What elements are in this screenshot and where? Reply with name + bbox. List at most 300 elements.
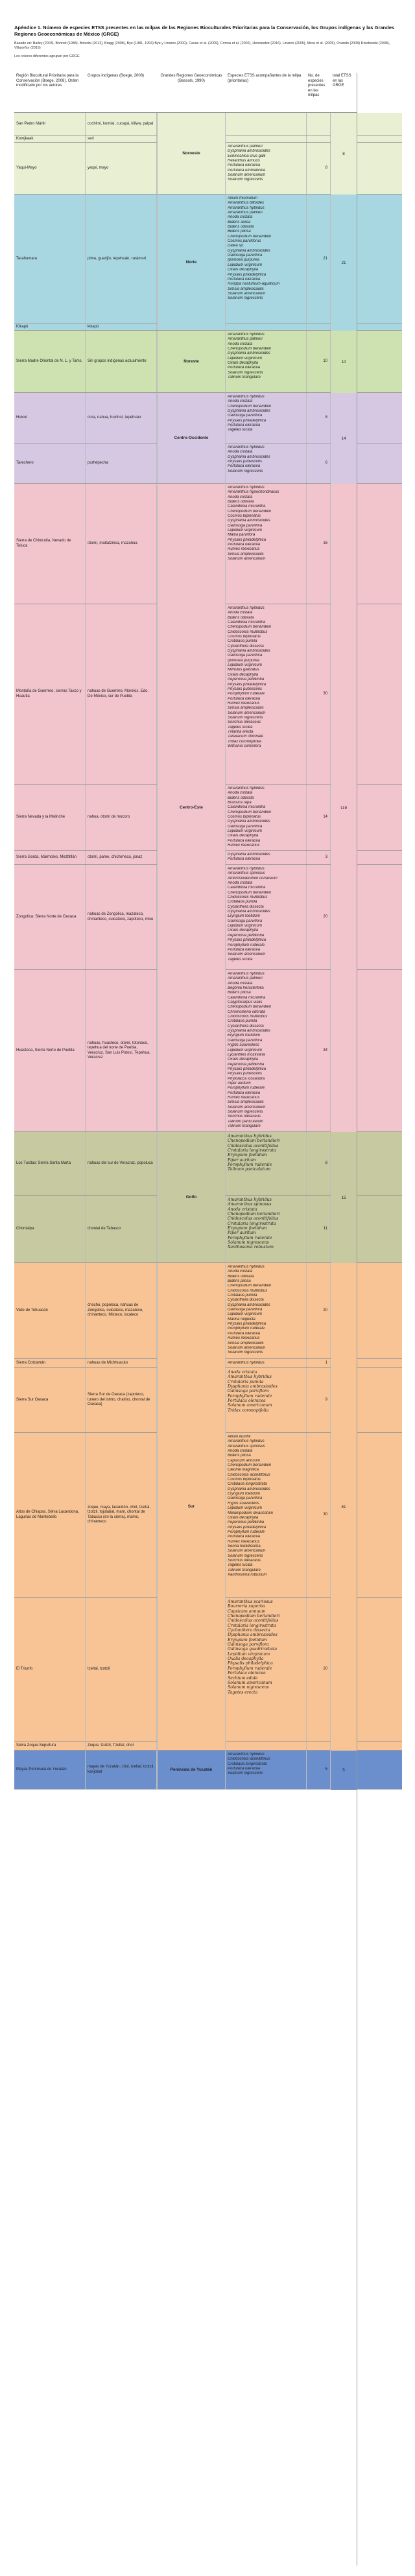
species-name: Anoda cristata	[228, 1449, 253, 1454]
species-name: Dysphania ambrosioides	[228, 248, 270, 253]
species-name: Solanum nigrescens	[228, 296, 263, 301]
species-name: Porophyllum ruderale	[228, 1235, 272, 1240]
species-name: Amaranthus blitoides	[228, 201, 265, 206]
species-name: Dysphania ambrosioides	[228, 1029, 270, 1034]
species-name: Bidens pilosa	[228, 991, 251, 995]
species-name: Porophyllum ruderale	[228, 1327, 265, 1331]
region-name: Tarahumara	[14, 195, 86, 324]
species-name: Sonchus oleraceus	[228, 1115, 261, 1119]
species-list	[226, 1132, 306, 1195]
species-name: Physalis philadelphica	[228, 1525, 267, 1530]
species-name: Simsia amplexicaulis	[228, 552, 264, 556]
species-name: Amaranthus palmeri	[228, 337, 263, 342]
species-name: Solanum americanum	[228, 711, 266, 715]
species-name: Tridax coronopifolia	[228, 739, 261, 744]
species-name: Galinsoga parviflora	[228, 654, 263, 658]
species-count: 16	[306, 484, 331, 604]
species-name: Amaranthus hybridus	[228, 486, 265, 490]
species-name: Tagetes lucida	[228, 1563, 253, 1568]
species-name: Lepidium virginicum	[228, 1651, 270, 1657]
zone-label: Norte	[157, 195, 226, 331]
species-name: Eryngium foetidum	[228, 1226, 267, 1231]
species-name: Talinum triangulare	[228, 375, 261, 380]
species-name: Physalis philadelphica	[228, 1067, 267, 1071]
species-name: Bidens odorata	[228, 615, 254, 620]
species-name: Amaranthus hybridus	[228, 333, 265, 337]
species-count: 8	[306, 393, 331, 443]
species-list	[226, 1742, 306, 1750]
region-name: Huicot	[14, 393, 86, 443]
species-name: Bidens odorata	[228, 796, 254, 800]
species-list	[226, 1196, 306, 1262]
indigenous-groups: pima, guarijío, tepehuán, rarámuri	[86, 195, 157, 324]
species-name: Talinum paniculatum	[228, 1167, 271, 1172]
species-name: Oxalis decaphylla	[228, 1058, 259, 1062]
species-name: Amaranthus palmeri	[228, 145, 263, 148]
indigenous-groups: otomí, matlatzinca, mazahua	[86, 484, 157, 604]
species-name: Physalis philadelphica	[228, 538, 267, 542]
species-name: Galinsoga parviflora	[228, 1389, 269, 1394]
species-name: Galinsoga parviflora	[228, 919, 263, 923]
species-name: Dysphania ambrosioides	[228, 1384, 278, 1389]
species-count: 8	[306, 143, 331, 194]
region-name: Sierra Madre Oriental de N. L. y Tams.	[14, 331, 86, 392]
species-count: 21	[306, 195, 331, 324]
species-name: Talinum triangulare	[228, 1124, 261, 1128]
species-name: Simsia amplexicaulis	[228, 706, 264, 711]
species-name: Crotalaria pumila	[228, 900, 257, 904]
species-count: 14	[306, 785, 331, 850]
species-list	[226, 393, 306, 443]
region-name: Zongolica: Sierra Norte de Oaxaca	[14, 865, 86, 969]
species-name: Brassica rapa	[228, 801, 252, 805]
species-name: Solanum nigrescens	[228, 1685, 269, 1690]
sources-note: Basado en: Bailey (2003), Bonnet (1988), Boturini (2013), Bragg (2008), Bye (1981, 1993) Bye y Linares (2000), Casas et al. (2009), Correa et al. (2002), Hernández (2016), Linares (2005), Mera et al. (2005), Ovando (2008) Rzedowski (2008), Villaseñor (2016)	[14, 41, 390, 50]
species-name: Senna foetidissima	[228, 1544, 261, 1548]
species-name: Anoda cristata	[228, 215, 253, 220]
species-name: Peperomia peltilimba	[228, 1062, 265, 1067]
indigenous-groups: tzeltal, tzotzil	[86, 1598, 157, 1741]
species-name: Portulaca oleracea	[228, 1091, 261, 1095]
species-name: Crotalaria longirostrata	[228, 1148, 276, 1153]
species-name: Portulaca oleracea	[228, 163, 261, 168]
species-name: Rumex mexicanus	[228, 1336, 260, 1341]
species-name: Portulaca oleracea	[228, 366, 261, 370]
species-name: Solanum nigrescens	[228, 178, 263, 182]
species-name: Oxalis decaphylla	[228, 834, 259, 838]
species-count	[306, 136, 331, 142]
species-name: Hyptis suaveolens	[228, 1043, 259, 1048]
species-name: Galinsoga parviflora	[228, 824, 263, 829]
species-count: 20	[306, 1263, 331, 1358]
species-name: Dysphania ambrosioides	[228, 1487, 270, 1491]
species-name: Solanum nigrescens	[228, 469, 263, 473]
species-name: Crotalaria pumila	[228, 1294, 257, 1298]
region-name: Sierra Cotzamán	[14, 1359, 86, 1367]
zone-total: 81	[331, 1263, 357, 1751]
region-name: Komjkaak	[14, 136, 86, 142]
region-name: Sierra Gorda, Mármoles, Mezttitlán	[14, 851, 86, 864]
species-name: Physalis philadelphica	[228, 938, 267, 943]
species-name: Portulaca umbraticola	[228, 168, 266, 172]
species-name: Amaranthus hybridus	[228, 206, 265, 210]
species-name: Solanum nigrescens	[228, 1771, 263, 1776]
zone-total: 15	[331, 1132, 357, 1264]
species-name: Portulaca oleracea	[228, 464, 261, 469]
species-name: Dysphania ambrosioides	[228, 149, 270, 154]
zone-label: Golfo	[157, 1132, 226, 1263]
species-name: Lepidium virginicum	[228, 528, 263, 533]
species-list	[226, 484, 306, 604]
species-name: Amaranthus hybridus	[228, 1265, 265, 1269]
species-name: Piper auritum	[228, 1157, 256, 1163]
zone-total: 5	[331, 1751, 357, 1790]
species-list	[226, 324, 306, 330]
species-name: Chenopodium berlandieri	[228, 1005, 272, 1010]
species-name: Lepidium virginicum	[228, 356, 263, 360]
species-name: Oxalis decaphylla	[228, 672, 259, 677]
species-name: Rumex mexicanus	[228, 547, 260, 552]
species-name: Porophyllum ruderale	[228, 1086, 265, 1091]
species-name: Bourreria superba	[228, 1604, 265, 1609]
species-list	[226, 1433, 306, 1597]
zone-total: 10	[331, 331, 357, 394]
species-name: Amaranthus hybridus	[228, 867, 265, 871]
species-list	[226, 195, 306, 324]
zone-total: 119	[331, 484, 357, 1133]
species-name: Solanum americanum	[228, 1680, 272, 1685]
species-name: Oxalis decaphylla	[228, 361, 259, 366]
color-footnote: Los colores diferentes agrupan por GRGE	[14, 54, 80, 58]
species-name: Xanthosoma robustum	[228, 1245, 274, 1250]
species-name: Bidens pilosa	[228, 230, 251, 234]
species-name: Eryngium foetidum	[228, 1153, 267, 1158]
species-name: Crotalaria longirostrata	[228, 1623, 276, 1628]
species-name: Chenopodium berlandieri	[228, 509, 272, 514]
species-name: Portulaca oleracea	[228, 1671, 266, 1676]
species-name: Sechium edule	[228, 1675, 258, 1681]
species-name: Chenopodium berlandieri	[228, 810, 272, 814]
species-name: Allium kunthii	[228, 1435, 251, 1439]
species-name: Anoda cristata	[228, 399, 253, 404]
species-count: 11	[306, 1196, 331, 1262]
species-name: Peperomia peltilimba	[228, 933, 265, 938]
region-name: Chontalpa	[14, 1196, 86, 1262]
species-name: Crotalaria longirostrata	[228, 1482, 267, 1487]
region-name: San Pedro Mártir	[14, 113, 86, 136]
indigenous-groups: nahuas, huasteco, otomí, totonaco, tepehua del norte de Puebla, Veracruz, San Luis Potosí, Tepehua, Veracruz	[86, 970, 157, 1131]
species-name: Marina neglecta	[228, 1317, 255, 1321]
zone-total: 14	[331, 393, 357, 484]
species-name: Crotalaria longirostrata	[228, 1221, 276, 1226]
species-name: Lepidium virginicum	[228, 829, 263, 834]
species-name: Dysphania ambrosioides	[228, 853, 270, 857]
species-name: Porophyllum ruderale	[228, 1530, 265, 1534]
species-count: 30	[306, 1433, 331, 1597]
species-name: Tagetes lucida	[228, 957, 253, 962]
species-name: Tridax coronopifolia	[228, 1408, 269, 1413]
species-name: Amaranthus hybridus	[228, 1361, 265, 1365]
zone-label: Península de Yucatán	[157, 1751, 226, 1790]
species-name: Peperomia peltilimba	[228, 1520, 265, 1525]
species-name: Amaranthus spinosus	[228, 871, 265, 876]
species-count: 20	[306, 1598, 331, 1741]
species-name: Anoda cristata	[228, 981, 253, 986]
indigenous-groups: Sierra Sur de Oaxaca (zapoteco, tunero del istmo, chatino, chontal de Oaxaca)	[86, 1368, 157, 1432]
species-name: Portulaca oleracea	[228, 1535, 261, 1539]
species-table	[14, 73, 402, 2566]
species-count	[306, 324, 331, 330]
species-list	[226, 970, 306, 1131]
species-name: Cnidoscolus aconitifolius	[228, 1216, 279, 1222]
species-name: Solanum americanum	[228, 952, 266, 957]
species-name: Bidens odorata	[228, 225, 254, 230]
species-list	[226, 865, 306, 969]
species-count: 3	[306, 851, 331, 864]
species-name: Physalis philadelphica	[228, 1322, 267, 1327]
species-list	[226, 113, 306, 136]
species-name: Cyclanthera dissecta	[228, 644, 264, 648]
species-name: Porophyllum ruderale	[228, 1163, 272, 1168]
species-name: Lepidium virginicum	[228, 263, 263, 267]
species-count	[306, 113, 331, 136]
species-name: Taraxacum officinale	[228, 735, 263, 739]
species-name: Cnidoscolus aconitifolius	[228, 1143, 279, 1148]
species-name: Bidens aurea	[228, 220, 251, 224]
species-name: Cleome magnifica	[228, 1468, 259, 1472]
species-name: Bidens odorata	[228, 500, 254, 504]
species-name: Cnidoscolus multilobus	[228, 1015, 268, 1019]
species-name: Calandrinia micrantha	[228, 504, 266, 509]
species-name: Portulaca oleracea	[228, 838, 261, 843]
region-name: Valle de Tehuacán	[14, 1263, 86, 1358]
species-list	[226, 136, 306, 142]
species-name: Galinsoga parviflora	[228, 523, 263, 528]
species-name: Eryngium foetidum	[228, 1492, 261, 1496]
species-name: Cyclanthera dissecta	[228, 1628, 270, 1633]
species-name: Tagetes lucida	[228, 428, 253, 432]
species-name: Amaranthus hybridus	[228, 786, 265, 790]
species-name: Solanum nigrescens	[228, 1554, 263, 1558]
species-name: Porophyllum ruderale	[228, 1393, 272, 1399]
species-name: Hyptis suaveolens	[228, 1501, 259, 1506]
indigenous-groups: purhépecha	[86, 443, 157, 483]
species-name: Amaranthus hybridus	[228, 606, 265, 610]
species-name: Amaranthus hybridus	[228, 445, 265, 449]
species-name: Rumex mexicanus	[228, 1539, 260, 1544]
species-name: Amaranthus hybridus	[228, 1375, 272, 1380]
species-count: 30	[306, 604, 331, 784]
indigenous-groups: nahuas del sur de Veracruz, popoluca	[86, 1132, 157, 1195]
species-name: Chenopodium berlandieri	[228, 1212, 280, 1217]
species-name: Chenopodium berlandieri	[228, 404, 272, 408]
column-header-groups: Grupos indígenas (Boege, 2008)	[86, 73, 157, 113]
species-name: Physalis pubescens	[228, 1072, 263, 1076]
species-name: Solanum nigrescens	[228, 1240, 269, 1246]
species-name: Simsia amplexicaulis	[228, 287, 264, 291]
region-name: Sierra Nevada y la Malinche	[14, 785, 86, 850]
species-name: Chenopodium berlandieri	[228, 234, 272, 239]
region-name: Sierra Sur Oaxaca	[14, 1368, 86, 1432]
species-name: Amaranthus spinosus	[228, 1444, 265, 1448]
species-name: Mimulus glabratus	[228, 668, 259, 672]
species-count	[306, 1742, 331, 1750]
column-header-total: total ETSS en las GRGE	[331, 73, 357, 113]
species-name: Phytolacca icosandra	[228, 1076, 265, 1081]
species-name: Echinochloa crus-galli	[228, 154, 266, 158]
species-name: Lepidium virginicum	[228, 663, 263, 668]
species-name: Cnidoscolus aconitifolius	[228, 1618, 279, 1624]
species-name: Lepidium virginicum	[228, 1312, 263, 1317]
species-name: Porophyllum ruderale	[228, 1666, 272, 1671]
zone-total: 21	[331, 195, 357, 331]
species-name: Capsicum annuum	[228, 1609, 266, 1614]
species-name: Portulaca oleracea	[228, 696, 261, 701]
species-name: Rorippa nasturtium-aquaticum	[228, 282, 280, 287]
species-name: Cyclanthera dissecta	[228, 1298, 264, 1303]
indigenous-groups: otomí, pame, chichimeca, jonaz	[86, 851, 157, 864]
species-list	[226, 604, 306, 784]
species-name: Simsia amplexicaulis	[228, 1100, 264, 1105]
species-name: Galinsoga parviflora	[228, 1496, 263, 1501]
species-name: Amaranthus scariosus	[228, 1600, 273, 1604]
column-header-species: Especies ETSS acompañantes de la milpa (prioritarias)	[226, 73, 306, 113]
species-name: Rumex mexicanus	[228, 844, 260, 848]
indigenous-groups: chontal de Tabasco	[86, 1196, 157, 1262]
species-name: Begonia heracleifolia	[228, 986, 264, 991]
species-count: 20	[306, 865, 331, 969]
species-name: Ipomoea purpurea	[228, 258, 260, 263]
species-name: Chromolaena odorata	[228, 1010, 266, 1014]
species-name: Calandrinia micrantha	[228, 995, 266, 1000]
species-name: Ambrosiodendron coriaceum	[228, 876, 278, 880]
zone-label: Noroeste	[157, 113, 226, 195]
species-name: Dysphania ambrosioides	[228, 351, 270, 356]
species-count: 1	[306, 1359, 331, 1367]
species-name: Crotalaria pumila	[228, 1379, 264, 1384]
species-name: Simsia amplexicaulis	[228, 1341, 264, 1345]
species-name: Physalis philadelphica	[228, 682, 267, 687]
species-name: Chenopodium berlandieri	[228, 1463, 272, 1468]
species-name: Eryngium foetidum	[228, 1637, 267, 1642]
species-name: Oxalis decaphylla	[228, 1515, 259, 1520]
species-name: Bidens pilosa	[228, 1454, 251, 1458]
species-name: Solanum americanum	[228, 1105, 266, 1109]
species-name: Capsicum annuum	[228, 1458, 261, 1463]
indigenous-groups: nahuas de Zongolica, mazateco, chinanteco, cuicateco, zapoteco, mixe	[86, 865, 157, 969]
species-name: Rumex mexicanus	[228, 1095, 260, 1100]
species-name: Galinsoga parviflora	[228, 1038, 263, 1043]
species-name: Calandrinia micrantha	[228, 805, 266, 810]
species-name: Calandrinia micrantha	[228, 620, 266, 625]
species-name: Solanum americanum	[228, 1549, 266, 1554]
region-name: Altos de Chiapas, Selva Lacandona, Lagunas de Montebello	[14, 1433, 86, 1597]
species-name: Calandrinia micrantha	[228, 886, 266, 890]
species-name: Galinsoga quadriradiata	[228, 1647, 278, 1652]
species-name: Lycianthes moziniana	[228, 1052, 265, 1057]
species-name: Crotalaria pumila	[228, 639, 257, 644]
species-name: Lepidium virginicum	[228, 924, 263, 928]
species-name: Oxalis decaphylla	[228, 1657, 264, 1662]
species-name: Cnidoscolus aconitifolius	[228, 1757, 270, 1762]
species-name: Solanum americanum	[228, 291, 266, 296]
species-name: Lepidium virginicum	[228, 1506, 263, 1511]
species-name: Crotalaria pumila	[228, 1019, 257, 1024]
species-name: Dysphania ambrosioides	[228, 1633, 278, 1638]
species-list	[226, 1368, 306, 1432]
species-name: Chenopodium berlandieri	[228, 1139, 280, 1144]
species-name: Cnidoscolus aconitifolius	[228, 1472, 270, 1477]
species-name: Portulaca oleracea	[228, 857, 261, 862]
species-name: Withania somnifera	[228, 744, 261, 748]
species-name: Xanthosoma robustum	[228, 1572, 267, 1577]
species-name: Chenopodium berlandieri	[228, 1284, 272, 1288]
column-header-region: Región Biocultural Prioritaria para la Conservación (Boege, 2008). Orden modificado por los autores	[14, 73, 86, 113]
region-name: Selva Zoque-Sepultura	[14, 1742, 86, 1750]
species-name: Dysphania ambrosioides	[228, 409, 270, 414]
species-list	[226, 785, 306, 850]
species-name: Chenopodium berlandieri	[228, 890, 272, 895]
species-name: Amaranthus hybridus	[228, 1439, 265, 1444]
species-name: Anoda cristata	[228, 1207, 257, 1212]
species-name: Cosmos bipinnatus	[228, 815, 261, 820]
species-count: 8	[306, 1132, 331, 1195]
species-name: Crotalaria longirostrata	[228, 1762, 267, 1766]
species-name: Anoda cristata	[228, 1270, 253, 1274]
species-name: Talinum paniculatum	[228, 1119, 263, 1124]
species-name: Eryngium foetidum	[228, 1034, 261, 1038]
species-name: Melampodium divaricatum	[228, 1511, 274, 1515]
species-count: 9	[306, 1368, 331, 1432]
species-name: Amaranthus palmeri	[228, 976, 263, 981]
species-name: Cnidoscolus multilobus	[228, 1288, 268, 1293]
species-list	[226, 143, 306, 194]
species-count: 34	[306, 970, 331, 1131]
species-name: Cnidoscolus multilobus	[228, 895, 268, 900]
species-name: Piper auritum	[228, 1231, 256, 1236]
species-name: Dysphania ambrosioides	[228, 820, 270, 824]
column-header-count: No. de especies presentes en las milpas	[306, 73, 331, 113]
species-list	[226, 1263, 306, 1358]
species-name: Portulaca oleracea	[228, 1331, 261, 1336]
species-name: Talinum triangulare	[228, 1568, 261, 1572]
species-name: Amaranthus hybridus	[228, 1134, 272, 1139]
species-name: Solanum nigrescens	[228, 1109, 263, 1114]
indigenous-groups: Zoque, tzotzil, Tzeltal, chol	[86, 1742, 157, 1750]
species-name: Cyclanthera dissecta	[228, 1024, 264, 1028]
species-list	[226, 331, 306, 392]
species-name: Oxalis decaphylla	[228, 928, 259, 933]
species-name: Helianthus annuus	[228, 159, 260, 163]
indigenous-groups: chocho, popoloca, nahuas de Zongolica, cuicateco, mazateco, chinanteco, Mixteco, ixcateco	[86, 1263, 157, 1358]
species-list	[226, 443, 306, 483]
species-name: Anoda cristata	[228, 791, 253, 796]
species-name: Solanum americanum	[228, 173, 266, 178]
zone-total: 8	[331, 113, 357, 195]
appendix-title: Apéndice 1. Número de especies ETSS presentes en las milpas de las Regiones Bioculturales Prioritarias para la Conservación, los Grupos indígenas y las Grandes Regiones Geoeconómicas de México (GRGE)	[14, 25, 395, 37]
region-name: Yaqui-Mayo	[14, 143, 86, 194]
zone-label: Noreste	[157, 331, 226, 393]
species-name: Portulaca oleracea	[228, 277, 261, 281]
zone-label: Centro-Occidente	[157, 393, 226, 484]
region-name: Kikapú	[14, 324, 86, 330]
indigenous-groups: cochimí, kumiai, cucapá, kiliwa, paipai	[86, 113, 157, 136]
region-name: El Triunfo	[14, 1598, 86, 1741]
species-name: Lepidium virginicum	[228, 1048, 263, 1052]
species-name: Dysphania ambrosioides	[228, 649, 270, 654]
species-name: Calyptocarpus vialis	[228, 1000, 263, 1005]
species-name: Anoda cristata	[228, 495, 253, 499]
